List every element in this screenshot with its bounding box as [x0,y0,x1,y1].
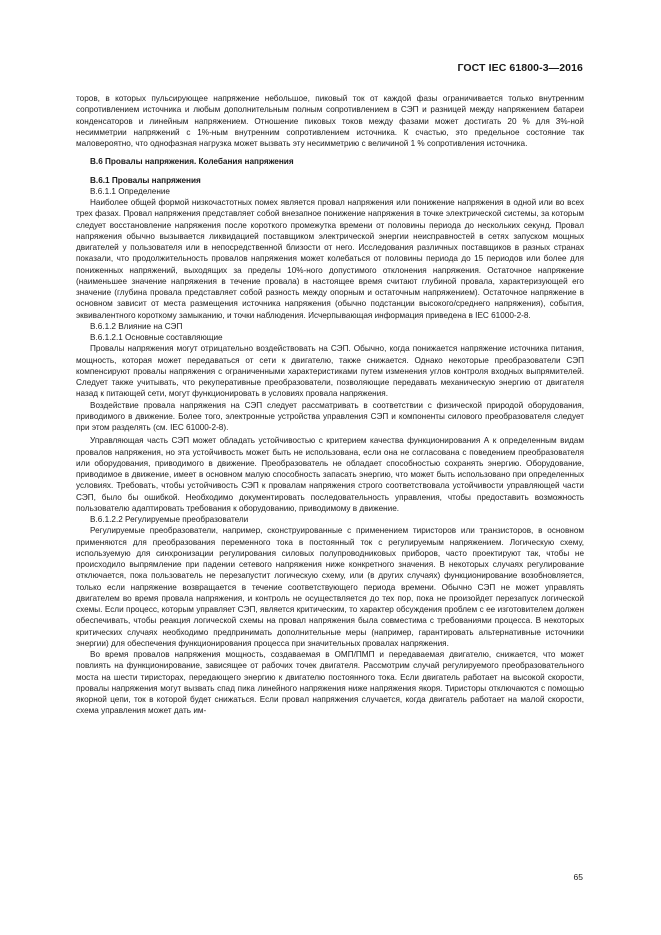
section-heading-b6122: В.6.1.2.2 Регулируемые преобразователи [90,515,249,524]
section-heading-b6: В.6 Провалы напряжения. Колебания напряжения [90,157,294,167]
standard-header: ГОСТ IEC 61800-3—2016 [457,62,583,74]
section-heading-b612: В.6.1.2 Влияние на СЭП [90,321,183,331]
paragraph-effect-2: Воздействие провала напряжения на СЭП следует рассматривать в соответствии с физической природой оборудования, приводимого в движение. Более того, электронные устройства управления СЭП и компоненты силового преобразователя следует при этом разделять (см. IEC 61000-2-8). [76,400,584,432]
section-heading-b61: В.6.1 Провалы напряжения [90,175,201,185]
paragraph-regulated-2: Во время провалов напряжения мощность, создаваемая в ОМП/ПМП и передаваемая двигателю, снижается, что может повлиять на функционирование, зависящее от рабочих точек двигателя. Рассмотрим случай регулируемого преобразовательного моста на шести тиристорах, передающего энергию к двигателю постоянного тока. Если двигатель работает на высокой скорости, провалы напряжения могут вызвать спад пика линейного напряжения ниже напряжения якоря. Тиристоры отключаются с помощью якорной цепи, ток в которой будет снижаться. Если провал напряжения случается, когда двигатель работает на малой скорости, схема управления может дать им- [76,650,584,716]
section-heading-b6121: В.6.1.2.1 Основные составляющие [90,333,223,342]
section-heading-b611: В.6.1.1 Определение [90,186,170,196]
paragraph-effect-1: Провалы напряжения могут отрицательно воздействовать на СЭП. Обычно, когда понижается напряжение источника питания, мощность, которая может передаваться от сети к двигателю, также снижается. Однако некоторые преобразователи СЭП компенсируют провалы напряжения с ограниченными характеристиками путем изменения углов контроля входных выпрямителей. Следует также учитывать, что рекуперативные преобразователи, позволяющие передавать механическую энергию от двигателя назад к питающей сети, могут функционировать в условиях провала напряжения. [76,344,584,399]
page-body [76,93,584,717]
paragraph-intro: торов, в которых пульсирующее напряжение небольшое, пиковый ток от каждой фазы ограничивается только внутренним сопротивлением источника и любым дополнительным полным сопротивлением в СЭП и разницей между напряжением батареи конденсаторов и линейным напряжением. Отношение пиковых токов между фазами может достигать 20 % для 3%-ной несимметрии напряжений с 1%-ным внутренним сопротивлением источника. К счастью, это предельное состояние так маловероятно, что однофазная нагрузка может вызвать эту несимметрию с величиной 1 % сопротивления источника. [76,94,584,148]
paragraph-regulated-1: Регулируемые преобразователи, например, сконструированные с применением тиристоров или транзисторов, в основном применяются для преобразования переменного тока в постоянный ток с регулируемым напряжением. Логическую схему, используемую для синхронизации регулирования силовых полупроводниковых приборов, часто проектируют так, чтобы не происходило выпрямление при падении сетевого напряжения ниже конкретного значения. В некоторых случаях регулирование отключается, пока пользователь не перезапустит логическую схему, или (в других случаях) функционирование возобновляется, только если напряжение возвращается в течение соответствующего периода времени. Обычно СЭП не может управлять двигателем во время провала напряжения, и контроль не осуществляется до тех пор, пока не произойдет перезапуск логической схемы. Если процесс, которым управляет СЭП, является критическим, то характер обсуждения проблем с ее изготовителем должен обеспечивать, чтобы реакция логической схемы на провал напряжения была совместима с требованиями процесса. В некоторых критических случаях необходимо предпринимать дополнительные меры (например, гарантировать альтернативные источники энергии) для обеспечения функционирования процесса при значительных провалах напряжения. [76,526,584,648]
page-number: 65 [573,872,583,882]
paragraph-definition: Наиболее общей формой низкочастотных помех является провал напряжения или понижение напряжения в одной или во всех трех фазах. Провал напряжения представляет собой внезапное понижение напряжения в точке электрической системы, за которым следует восстановление напряжения после короткого промежутка времени от половины периода до нескольких секунд. Провал напряжения обычно вызывается ликвидацией поставщиком электрической энергии неисправностей в сетях запуском мощных двигателей у пользователя или в непосредственной близости от него. Исследования различных поставщиков в разных странах показали, что продолжительность провалов напряжения может колебаться от половины периода до 15 периодов или более для пониженных напряжений, выходящих за пределы 10%-ного допустимого отклонения напряжения. Остаточное напряжение (наименьшее значение напряжения в течение провала) в настоящее время считают глубиной провала, характеризующей его значение (глубина провала представляет собой разность между опорным и остаточным напряжением). Остаточное напряжение в основном зависит от места размещения источника напряжения (обычно подстанции высокого/среднего напряжения), события, эквивалентного короткому замыканию, и точки наблюдения. Исчерпывающая информация приведена в IEC 61000-2-8. [76,198,584,320]
paragraph-effect-3: Управляющая часть СЭП может обладать устойчивостью с критерием качества функционирования А к определенным видам провалов напряжения, но эта устойчивость может быть не использована, если она не согласована с поведением преобразователя или оборудования, приводимого в движение. Преобразователь не обладает способностью сохранять энергию. Оборудование, приводимое в движение, имеет в основном малую способность запасать энергию, что может быть использовано при определенных условиях. Требовать, чтобы устойчивость СЭП к провалам напряжения строго соответствовала устойчивости управляющей части СЭП, было бы ошибкой. Необходимо документировать последовательность управления, чтобы предоставить возможность пользователю адаптировать требования к оборудованию, приводимому в движение. [76,436,584,513]
